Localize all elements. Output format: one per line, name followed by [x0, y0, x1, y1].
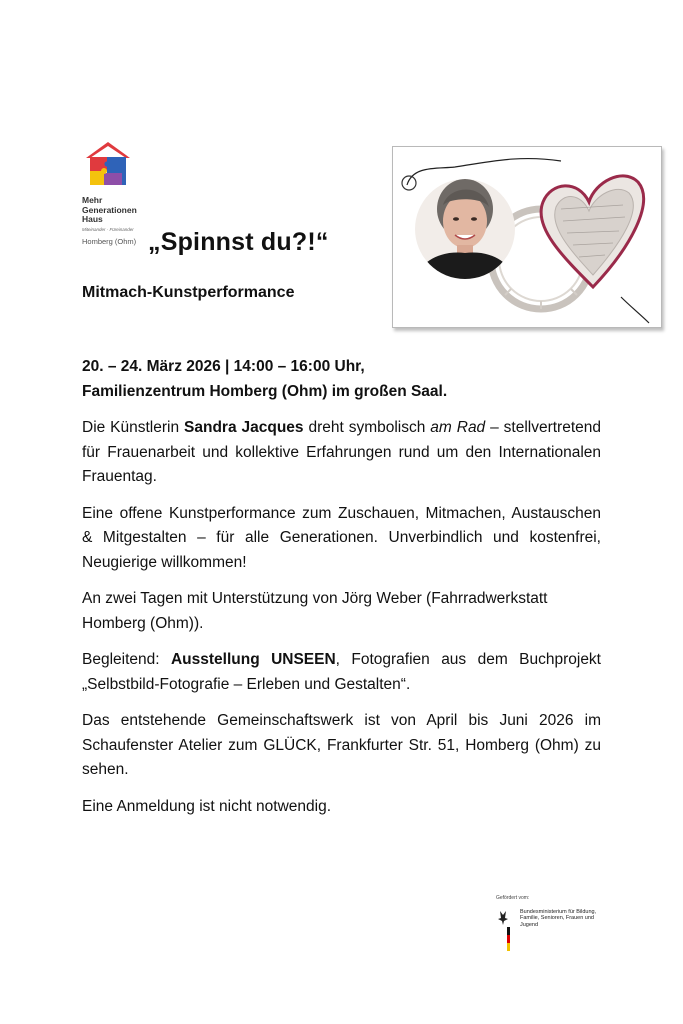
- logo-location: Homberg (Ohm): [82, 236, 137, 246]
- artist-photo-collage: [392, 146, 662, 328]
- sponsor-label: Gefördert vom:: [496, 895, 530, 901]
- paragraph-community-work: Das entstehende Gemeinschaftswerk ist von April bis Juni 2026 im Schaufenster Atelier zum GLÜCK, Frankfurter Str. 51, Homberg (Ohm) zu sehen.: [82, 712, 601, 778]
- event-subtitle: Mitmach-Kunstperformance: [82, 284, 295, 301]
- logo-line-1: Mehr: [82, 195, 103, 205]
- event-date-time: 20. – 24. März 2026 | 14:00 – 16:00 Uhr,: [82, 358, 365, 375]
- paragraph-artist: [82, 416, 601, 490]
- paragraph-exhibition: [82, 648, 601, 697]
- paragraph-artist-italic: am Rad: [430, 419, 486, 436]
- logo-tagline: Miteinander · Füreinander: [82, 226, 134, 232]
- event-venue: Familienzentrum Homberg (Ohm) im großen Saal.: [82, 382, 448, 400]
- paragraph-registration: Eine Anmeldung ist nicht notwendig.: [82, 797, 332, 815]
- paragraph-artist-a: Die Künstlerin: [82, 419, 185, 436]
- paragraph-artist-b: dreht symbolisch: [303, 419, 431, 436]
- paragraph-support: An zwei Tagen mit Unterstützung von Jörg Weber (Fahrradwerkstatt Homberg (Ohm)).: [82, 590, 548, 632]
- event-title: „Spinnst du?!“: [148, 228, 329, 256]
- event-description: [82, 355, 601, 831]
- federal-eagle-flag-icon: [496, 909, 510, 953]
- ministry-name: Bundesministerium für Bildung, Familie, Senioren, Frauen und Jugend: [520, 909, 597, 928]
- paragraph-performance: Eine offene Kunstperformance zum Zuschauen, Mitmachen, Austauschen & Mitgestalten – für alle Generationen. Unverbindlich und kostenfrei, Neugierige willkommen!: [82, 504, 601, 571]
- house-logo-icon: [82, 140, 134, 190]
- artist-name: Sandra Jacques: [184, 419, 304, 436]
- paragraph-exhibition-a: Begleitend:: [82, 651, 171, 668]
- sponsor-block: [496, 895, 606, 953]
- artist-heart-wheel-image: [393, 147, 661, 327]
- logo-line-2: Generationen: [82, 204, 137, 215]
- paragraph-exhibition-b: , Fotografien aus dem Buchprojekt „Selbstbild-Fotografie – Erleben und Gestalten“.: [82, 651, 601, 693]
- paragraph-artist-c: – stellvertretend für Frauenarbeit und kollektive Erfahrungen rund um den Internationalen Frauentag.: [82, 419, 601, 485]
- logo-line-3: Haus: [82, 214, 103, 224]
- exhibition-name: Ausstellung UNSEEN: [170, 651, 336, 668]
